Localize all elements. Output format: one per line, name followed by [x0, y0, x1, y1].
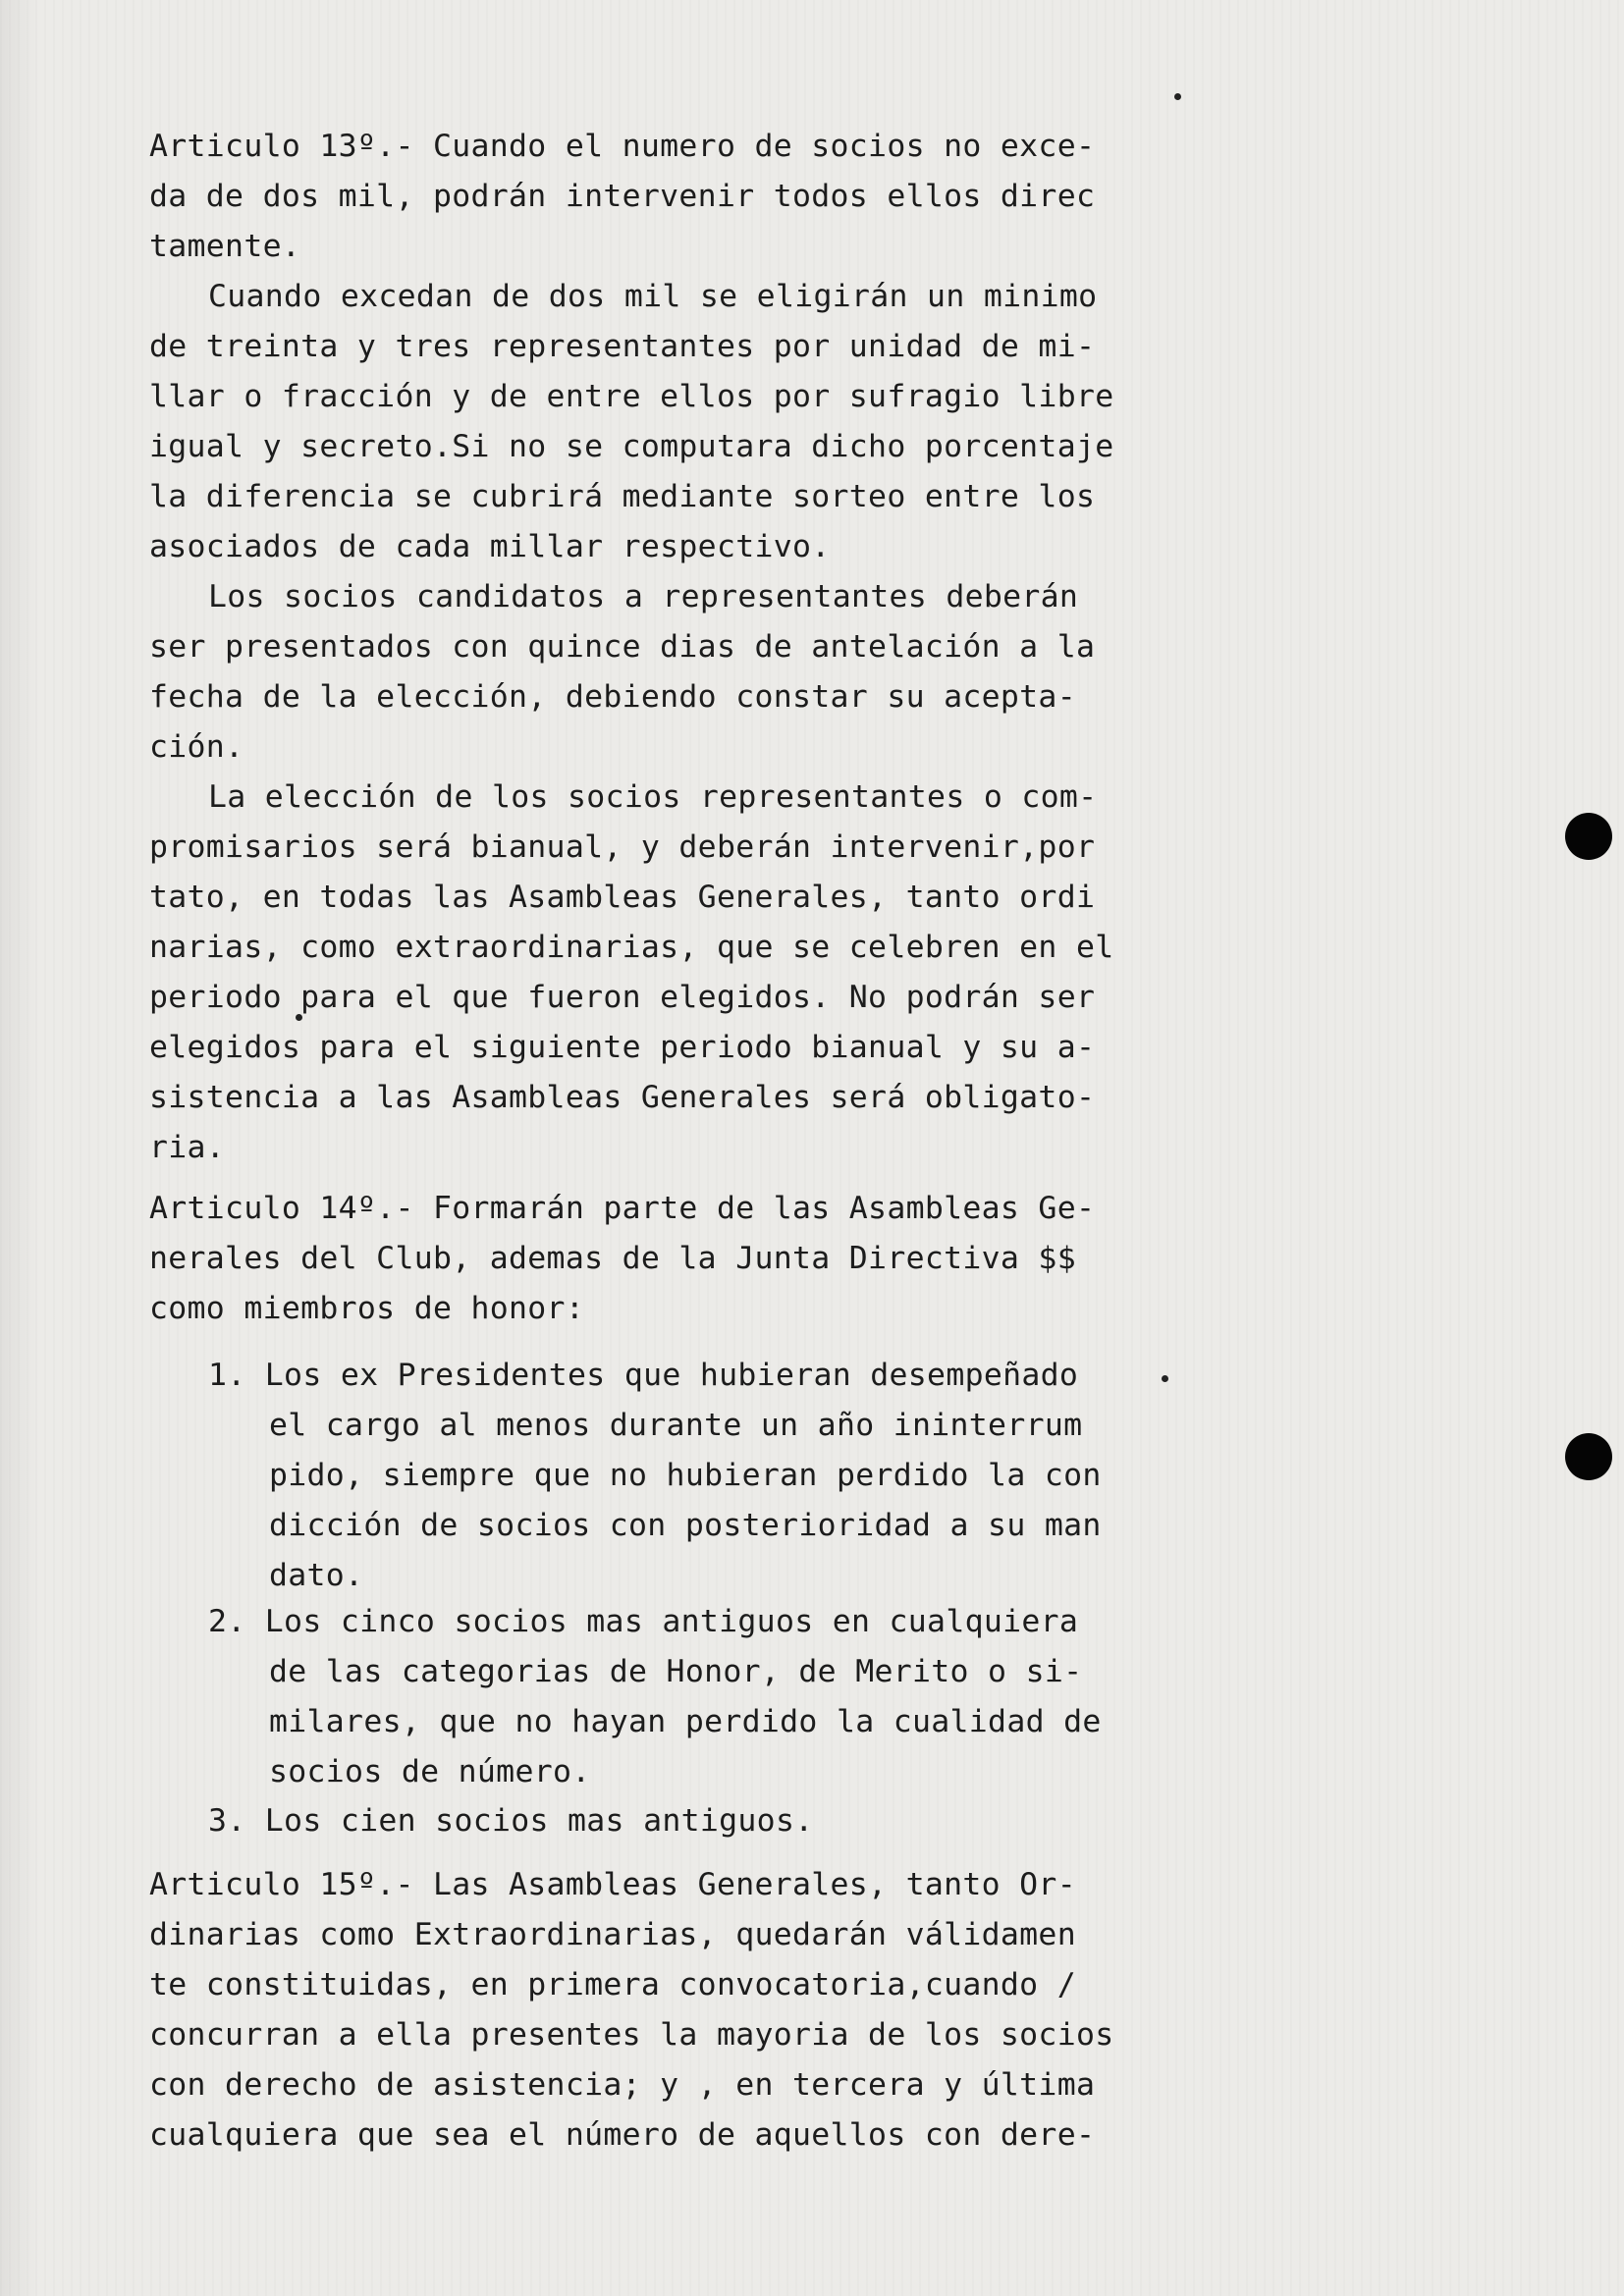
list-item-text: 2. Los cinco socios mas antiguos en cualquiera — [208, 1604, 1079, 1639]
list-item-text: socios de número. — [269, 1754, 591, 1789]
list-item-text: milares, que no hayan perdido la cualidad de — [269, 1704, 1102, 1739]
text-line: llar o fracción y de entre ellos por sufragio libre — [149, 379, 1114, 414]
punch-hole — [1565, 1433, 1612, 1480]
text-line: Articulo 14º.- Formarán parte de las Asambleas Ge- — [149, 1191, 1096, 1226]
text-line: sistencia a las Asambleas Generales será obligato- — [149, 1080, 1096, 1115]
text-line: como miembros de honor: — [149, 1291, 585, 1326]
text-line: ria. — [149, 1130, 226, 1165]
text-line: dinarias como Extraordinarias, quedarán válidamen — [149, 1917, 1076, 1952]
text-line: la diferencia se cubrirá mediante sorteo entre los — [149, 479, 1096, 514]
ink-speck — [1162, 1375, 1168, 1382]
text-line: elegidos para el siguiente periodo bianual y su a- — [149, 1030, 1096, 1065]
punch-hole — [1565, 813, 1612, 860]
text-line: concurran a ella presentes la mayoria de los socios — [149, 2017, 1114, 2053]
text-line: de treinta y tres representantes por unidad de mi- — [149, 329, 1096, 364]
text-line: con derecho de asistencia; y , en tercera y última — [149, 2067, 1096, 2103]
text-line: narias, como extraordinarias, que se celebren en el — [149, 930, 1114, 965]
list-item-text: el cargo al menos durante un año ininterrum — [269, 1408, 1083, 1443]
text-line: ser presentados con quince dias de antelación a la — [149, 629, 1096, 665]
list-item-text: dicción de socios con posterioridad a su man — [269, 1508, 1102, 1543]
text-line: fecha de la elección, debiendo constar su acepta- — [149, 679, 1076, 715]
text-line: promisarios será bianual, y deberán intervenir,por — [149, 829, 1096, 865]
text-line: Articulo 15º.- Las Asambleas Generales, tanto Or- — [149, 1867, 1076, 1902]
text-line: ción. — [149, 729, 244, 765]
text-line: Articulo 13º.- Cuando el numero de socios no exce- — [149, 129, 1096, 164]
text-line: tato, en todas las Asambleas Generales, tanto ordi — [149, 880, 1096, 915]
text-line: periodo para el que fueron elegidos. No podrán ser — [149, 980, 1096, 1015]
list-item-text: de las categorias de Honor, de Merito o si- — [269, 1654, 1083, 1689]
text-line: cualquiera que sea el número de aquellos con dere- — [149, 2117, 1096, 2153]
text-line: asociados de cada millar respectivo. — [149, 529, 831, 564]
text-line: te constituidas, en primera convocatoria,cuando / — [149, 1967, 1076, 2002]
list-item-text: 3. Los cien socios mas antiguos. — [208, 1803, 814, 1839]
list-item-text: pido, siempre que no hubieran perdido la con — [269, 1458, 1102, 1493]
list-item-text: 1. Los ex Presidentes que hubieran desempeñado — [208, 1358, 1079, 1393]
ink-speck — [1174, 93, 1181, 100]
text-line: Los socios candidatos a representantes deberán — [208, 579, 1079, 614]
text-line: igual y secreto.Si no se computara dicho porcentaje — [149, 429, 1114, 464]
text-line: Cuando excedan de dos mil se eligirán un minimo — [208, 279, 1098, 314]
text-line: da de dos mil, podrán intervenir todos ellos direc — [149, 179, 1096, 214]
text-line: La elección de los socios representantes o com- — [208, 779, 1098, 815]
text-line: tamente. — [149, 229, 301, 264]
text-line: nerales del Club, ademas de la Junta Directiva $$ — [149, 1241, 1076, 1276]
list-item-text: dato. — [269, 1558, 364, 1593]
